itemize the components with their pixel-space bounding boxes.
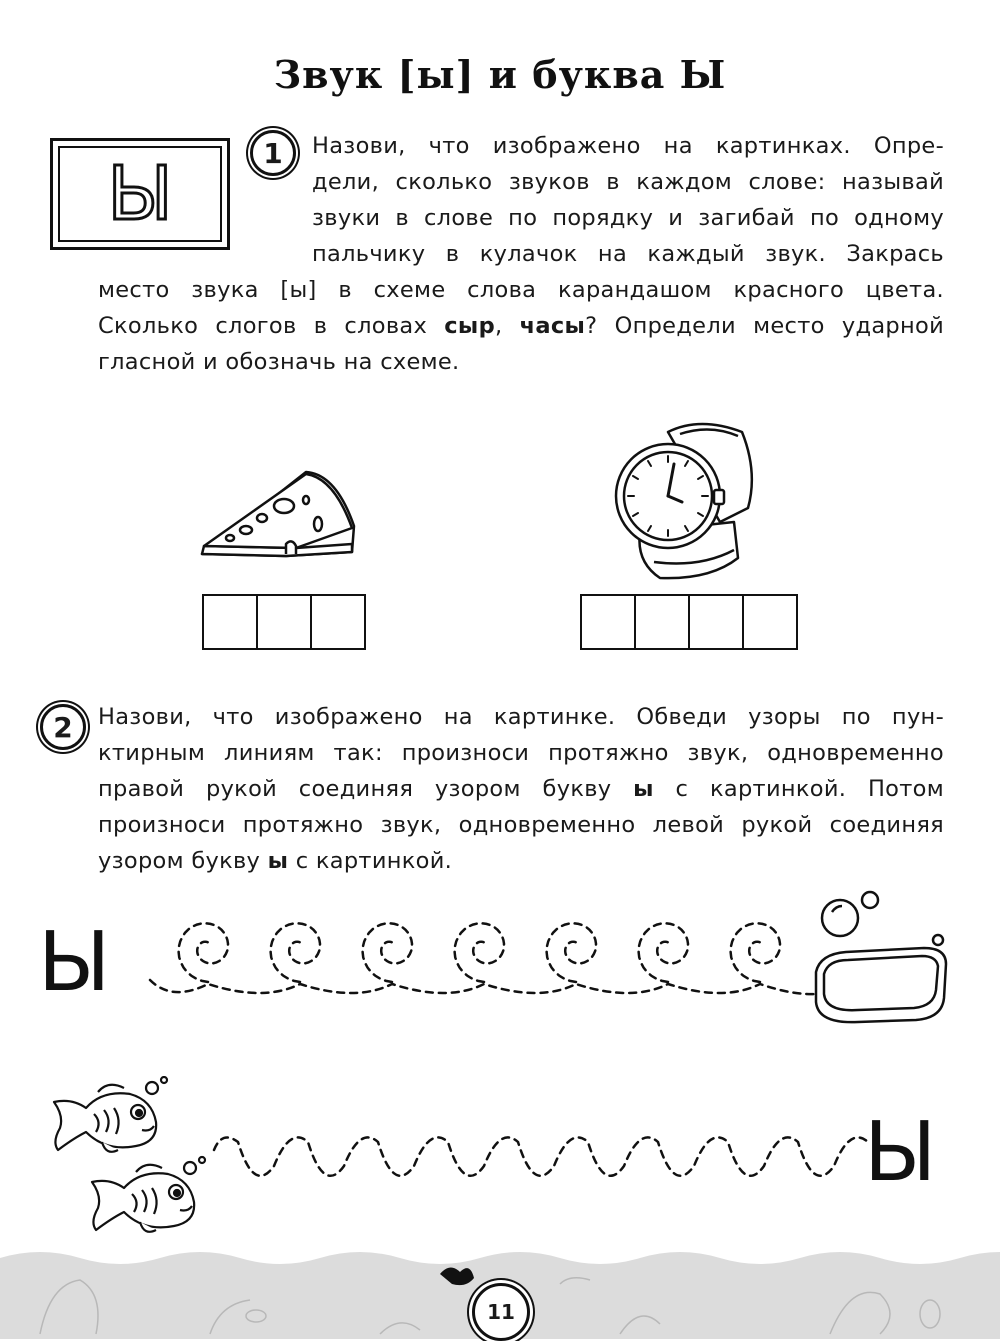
- spiral-loop: [179, 923, 228, 982]
- schema-cell[interactable]: [742, 594, 798, 650]
- row-2-letter: Ы: [864, 1105, 937, 1200]
- spiral-loop: [455, 923, 504, 982]
- task-1-line: гласной и обозначь на схеме.: [98, 349, 460, 375]
- spiral-loop: [363, 923, 412, 982]
- page-number: 11: [472, 1283, 530, 1341]
- task-2-line: Назови, что изображено на картинке. Обведи узоры по пун-: [98, 704, 944, 730]
- task-1-line: Сколько слогов в словах сыр, часы? Определи место ударной: [98, 313, 944, 339]
- task-1-line: Назови, что изображено на картинках. Опре-: [312, 133, 944, 159]
- cheese-icon: [196, 466, 362, 566]
- spiral-loop: [547, 923, 596, 982]
- task-1-line: дели, сколько звуков в каждом слове: называй: [312, 169, 944, 195]
- wristwatch-icon: [610, 412, 760, 580]
- task-1-text-top: [312, 128, 944, 272]
- row-1-letter: Ы: [38, 915, 111, 1010]
- schema-cell[interactable]: [310, 594, 366, 650]
- task-2-line: произноси протяжно звук, одновременно левой рукой соединяя: [98, 812, 944, 838]
- schema-cell[interactable]: [688, 594, 744, 650]
- wave-trace-pattern[interactable]: [200, 1110, 870, 1210]
- task-2-line: ктирным линиям так: произноси протяжно звук, одновременно: [98, 740, 944, 766]
- spiral-loop: [271, 923, 320, 982]
- task-2-line: узором букву ы с картинкой.: [98, 848, 453, 874]
- task-1-line: пальчику в кулачок на каждый звук. Закрась: [312, 241, 944, 267]
- schema-cell[interactable]: [256, 594, 312, 650]
- task-1-line: звуки в слове по порядку и загибай по одному: [312, 205, 944, 231]
- task-2-number: 2: [40, 704, 86, 750]
- schema-cell[interactable]: [580, 594, 636, 650]
- schema-cell[interactable]: [634, 594, 690, 650]
- task-1-line: место звука [ы] в схеме слова карандашом красного цвета.: [98, 277, 944, 303]
- spiral-trace-pattern[interactable]: [140, 900, 820, 1020]
- sound-schema-watch[interactable]: [582, 594, 798, 650]
- soap-icon: [806, 890, 956, 1030]
- fish-icon: [46, 1076, 216, 1236]
- task-1-number: 1: [250, 130, 296, 176]
- task-1-text-bottom: [98, 272, 944, 380]
- spiral-loop: [639, 923, 688, 982]
- task-2-text: [98, 699, 944, 879]
- letter-card: Ы: [107, 151, 173, 237]
- schema-cell[interactable]: [202, 594, 258, 650]
- task-2-line: правой рукой соединяя узором букву ы с картинкой. Потом: [98, 776, 944, 802]
- sound-schema-cheese[interactable]: [204, 594, 366, 650]
- page-title: Звук [ы] и буква Ы: [273, 52, 727, 97]
- spiral-loop: [731, 923, 780, 982]
